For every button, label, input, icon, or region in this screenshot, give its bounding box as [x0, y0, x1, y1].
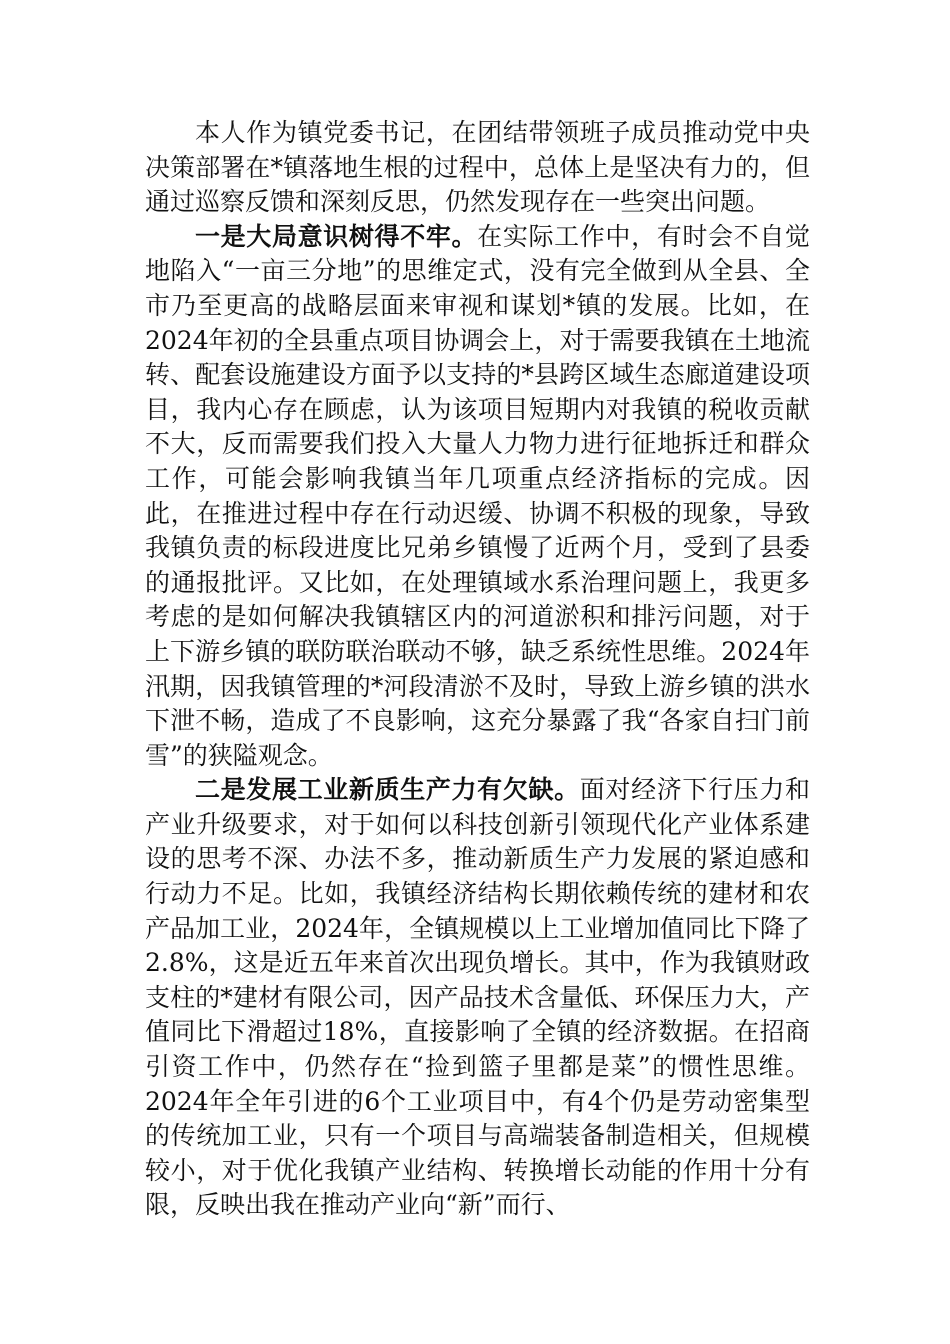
paragraph-lead: 二是发展工业新质生产力有欠缺。 [195, 775, 580, 805]
paragraph-issue-one [145, 220, 810, 774]
paragraph-text: 本人作为镇党委书记，在团结带领班子成员推动党中央决策部署在*镇落地生根的过程中，总体上是坚决有力的，但通过巡察反馈和深刻反思，仍然发现存在一些突出问题。 [145, 118, 810, 217]
paragraph-issue-two [145, 773, 810, 1223]
paragraph-text: 面对经济下行压力和产业升级要求，对于如何以科技创新引领现代化产业体系建设的思考不深、办法不多，推动新质生产力发展的紧迫感和行动力不足。比如，我镇经济结构长期依赖传统的建材和农产品加工业，2024年，全镇规模以上工业增加值同比下降了2.8%，这是近五年来首次出现负增长。其中，作为我镇财政支柱的*建材有限公司，因产品技术含量低、环保压力大，产值同比下滑超过18%，直接影响了全镇的经济数据。在招商引资工作中，仍然存在“捡到篮子里都是菜”的惯性思维。2024年全年引进的6个工业项目中，有4个仍是劳动密集型的传统加工业，只有一个项目与高端装备制造相关，但规模较小，对于优化我镇产业结构、转换增长动能的作用十分有限，反映出我在推动产业向“新”而行、 [145, 775, 810, 1220]
paragraph-intro [145, 116, 810, 220]
document-body [145, 116, 810, 1223]
paragraph-text: 在实际工作中，有时会不自觉地陷入“一亩三分地”的思维定式，没有完全做到从全县、全市乃至更高的战略层面来审视和谋划*镇的发展。比如，在2024年初的全县重点项目协调会上，对于需要我镇在土地流转、配套设施建设方面予以支持的*县跨区域生态廊道建设项目，我内心存在顾虑，认为该项目短期内对我镇的税收贡献不大，反而需要我们投入大量人力物力进行征地拆迁和群众工作，可能会影响我镇当年几项重点经济指标的完成。因此，在推进过程中存在行动迟缓、协调不积极的现象，导致我镇负责的标段进度比兄弟乡镇慢了近两个月，受到了县委的通报批评。又比如，在处理镇域水系治理问题上，我更多考虑的是如何解决我镇辖区内的河道淤积和排污问题，对于上下游乡镇的联防联治联动不够，缺乏系统性思维。2024年汛期，因我镇管理的*河段清淤不及时，导致上游乡镇的洪水下泄不畅，造成了不良影响，这充分暴露了我“各家自扫门前雪”的狭隘观念。 [145, 221, 810, 770]
paragraph-lead: 一是大局意识树得不牢。 [195, 221, 478, 251]
